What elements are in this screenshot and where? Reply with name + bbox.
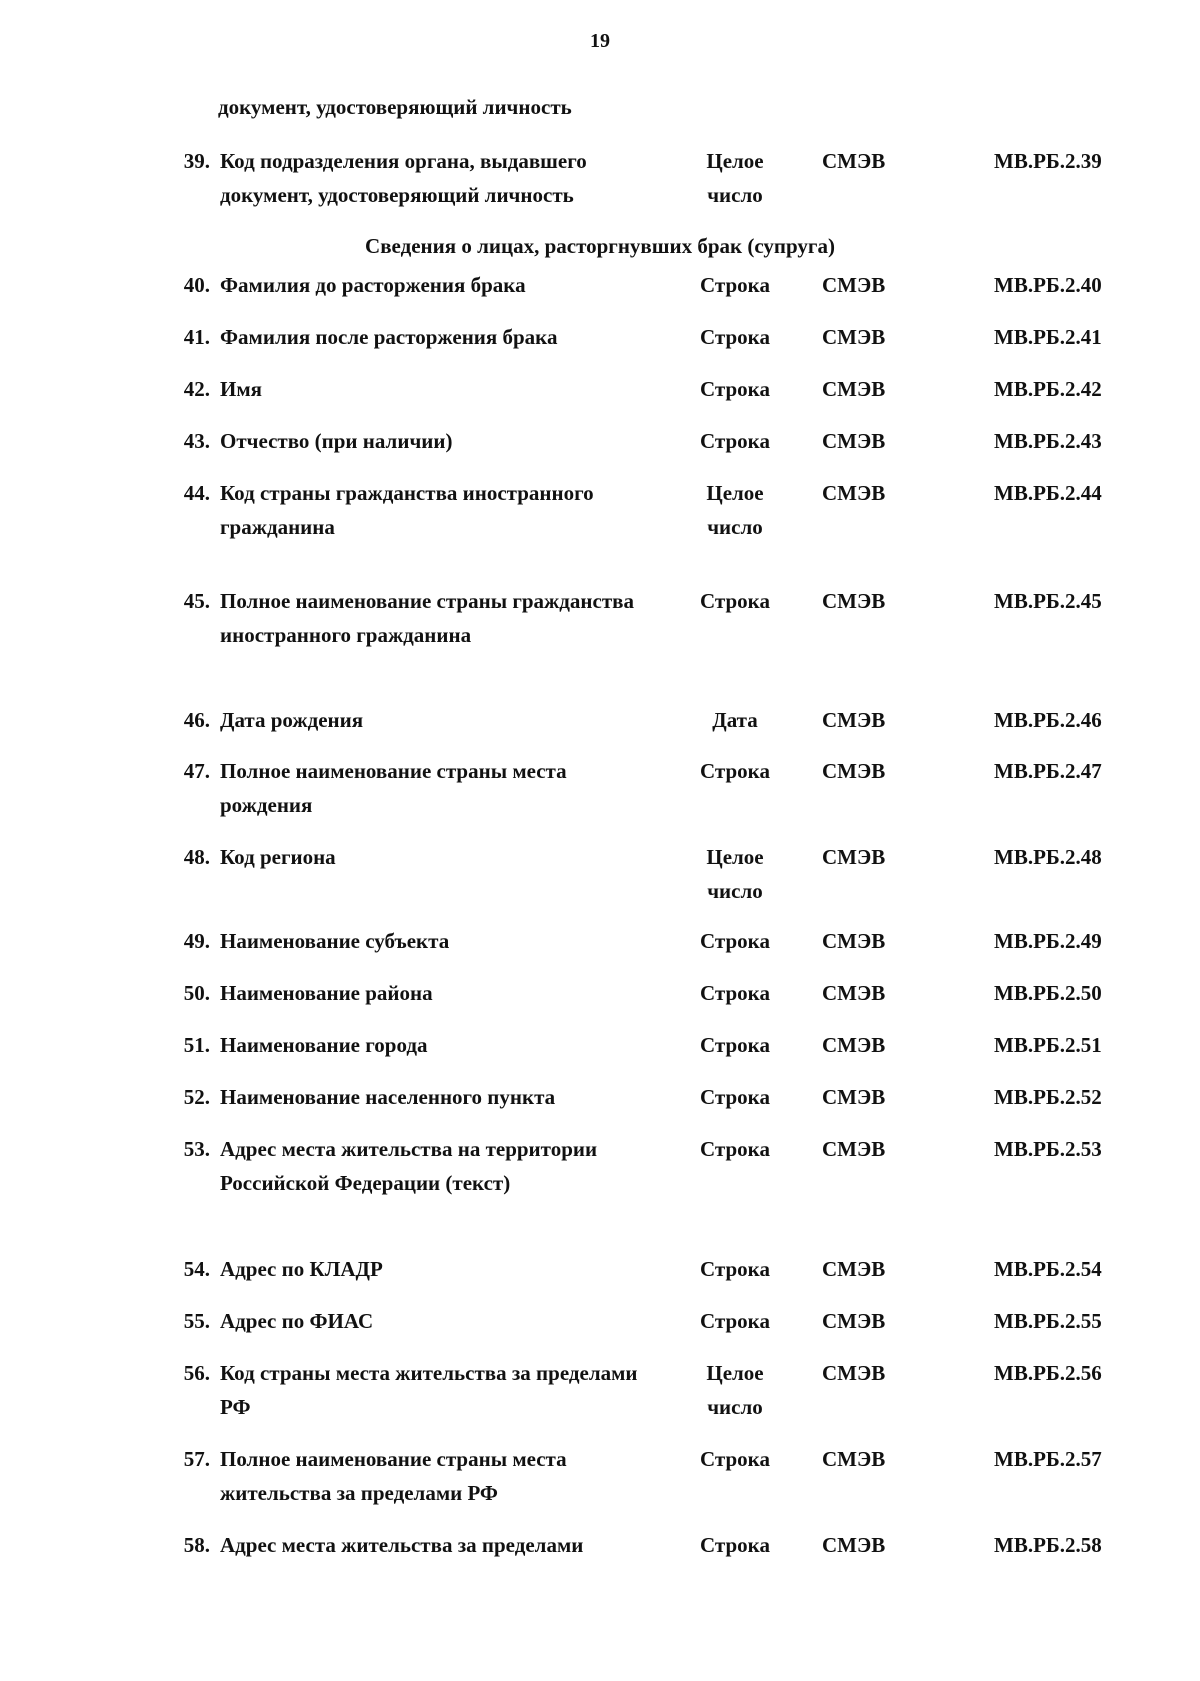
row-number: 52. bbox=[183, 1085, 210, 1109]
row-code: МВ.РБ.2.49 bbox=[994, 929, 1102, 953]
row-number: 44. bbox=[183, 481, 210, 505]
row-source: СМЭВ bbox=[822, 325, 886, 349]
row-source: СМЭВ bbox=[822, 1533, 886, 1557]
row-name: Наименование субъекта bbox=[220, 929, 450, 953]
row-number: 41. bbox=[183, 325, 210, 349]
row-number: 45. bbox=[183, 589, 210, 613]
row-type: Строка bbox=[700, 1533, 770, 1557]
row-source: СМЭВ bbox=[822, 273, 886, 297]
row-name: Полное наименование страны места рождения bbox=[220, 759, 567, 817]
row-type: Строка bbox=[700, 1033, 770, 1057]
row-type: Строка bbox=[700, 1309, 770, 1333]
row-name: Дата рождения bbox=[220, 708, 364, 732]
row-name: Наименование населенного пункта bbox=[220, 1085, 556, 1109]
row-number: 51. bbox=[183, 1033, 210, 1057]
section-heading: Сведения о лицах, расторгнувших брак (супруга) bbox=[365, 234, 835, 258]
row-code: МВ.РБ.2.51 bbox=[994, 1033, 1102, 1057]
row-type: Строка bbox=[700, 273, 770, 297]
row-type: Целое число bbox=[706, 845, 764, 903]
row-name: Код региона bbox=[220, 845, 336, 869]
row-number: 43. bbox=[183, 429, 210, 453]
row-name: Полное наименование страны места жительства за пределами РФ bbox=[220, 1447, 567, 1505]
row-name: Адрес по ФИАС bbox=[220, 1309, 374, 1333]
row-code: МВ.РБ.2.58 bbox=[994, 1533, 1102, 1557]
row-source: СМЭВ bbox=[822, 845, 886, 869]
row-type: Строка bbox=[700, 377, 770, 401]
row-number: 49. bbox=[183, 929, 210, 953]
row-type: Строка bbox=[700, 325, 770, 349]
row-code: МВ.РБ.2.57 bbox=[994, 1447, 1102, 1471]
row-code: МВ.РБ.2.55 bbox=[994, 1309, 1102, 1333]
row-source: СМЭВ bbox=[822, 1137, 886, 1161]
row-number: 54. bbox=[183, 1257, 210, 1281]
carry-over-text: документ, удостоверяющий личность bbox=[218, 95, 572, 119]
row-source: СМЭВ bbox=[822, 929, 886, 953]
row-type: Строка bbox=[700, 1137, 770, 1161]
row-number: 58. bbox=[183, 1533, 210, 1557]
row-code: МВ.РБ.2.43 bbox=[994, 429, 1102, 453]
row-number: 47. bbox=[183, 759, 210, 783]
row-source: СМЭВ bbox=[822, 429, 886, 453]
row-type: Целое число bbox=[706, 1361, 764, 1419]
row-source: СМЭВ bbox=[822, 1361, 886, 1385]
row-name: Наименование города bbox=[220, 1033, 428, 1057]
row-number: 46. bbox=[183, 708, 210, 732]
row-source: СМЭВ bbox=[822, 377, 886, 401]
row-code: МВ.РБ.2.39 bbox=[994, 149, 1102, 173]
row-type: Дата bbox=[712, 708, 758, 732]
row-name: Адрес места жительства за пределами bbox=[220, 1533, 584, 1557]
row-name: Отчество (при наличии) bbox=[220, 429, 453, 453]
row-type: Строка bbox=[700, 929, 770, 953]
row-name: Адрес места жительства на территории Российской Федерации (текст) bbox=[220, 1137, 598, 1195]
row-name: Имя bbox=[220, 377, 262, 401]
row-name: Адрес по КЛАДР bbox=[220, 1257, 383, 1281]
row-type: Строка bbox=[700, 1447, 770, 1471]
row-name: Код подразделения органа, выдавшего документ, удостоверяющий личность bbox=[220, 149, 587, 207]
row-code: МВ.РБ.2.53 bbox=[994, 1137, 1102, 1161]
row-source: СМЭВ bbox=[822, 481, 886, 505]
row-code: МВ.РБ.2.45 bbox=[994, 589, 1102, 613]
row-number: 40. bbox=[183, 273, 210, 297]
row-number: 39. bbox=[183, 149, 210, 173]
row-number: 56. bbox=[183, 1361, 210, 1385]
row-type: Целое число bbox=[706, 149, 764, 207]
row-source: СМЭВ bbox=[822, 1033, 886, 1057]
row-name: Наименование района bbox=[220, 981, 433, 1005]
row-source: СМЭВ bbox=[822, 1309, 886, 1333]
row-name: Полное наименование страны гражданства иностранного гражданина bbox=[220, 589, 634, 647]
row-type: Целое число bbox=[706, 481, 764, 539]
row-type: Строка bbox=[700, 759, 770, 783]
row-code: МВ.РБ.2.50 bbox=[994, 981, 1102, 1005]
row-code: МВ.РБ.2.56 bbox=[994, 1361, 1102, 1385]
row-code: МВ.РБ.2.47 bbox=[994, 759, 1102, 783]
row-source: СМЭВ bbox=[822, 1257, 886, 1281]
row-code: МВ.РБ.2.48 bbox=[994, 845, 1102, 869]
row-name: Код страны места жительства за пределами РФ bbox=[220, 1361, 638, 1419]
row-type: Строка bbox=[700, 429, 770, 453]
row-number: 55. bbox=[183, 1309, 210, 1333]
row-code: МВ.РБ.2.52 bbox=[994, 1085, 1102, 1109]
row-number: 42. bbox=[183, 377, 210, 401]
row-type: Строка bbox=[700, 981, 770, 1005]
row-type: Строка bbox=[700, 1257, 770, 1281]
row-name: Код страны гражданства иностранного гражданина bbox=[220, 481, 594, 539]
row-code: МВ.РБ.2.46 bbox=[994, 708, 1102, 732]
row-source: СМЭВ bbox=[822, 981, 886, 1005]
row-code: МВ.РБ.2.44 bbox=[994, 481, 1102, 505]
row-number: 50. bbox=[183, 981, 210, 1005]
row-number: 57. bbox=[183, 1447, 210, 1471]
row-code: МВ.РБ.2.40 bbox=[994, 273, 1102, 297]
row-code: МВ.РБ.2.54 bbox=[994, 1257, 1102, 1281]
row-code: МВ.РБ.2.41 bbox=[994, 325, 1102, 349]
row-number: 48. bbox=[183, 845, 210, 869]
row-code: МВ.РБ.2.42 bbox=[994, 377, 1102, 401]
row-name: Фамилия до расторжения брака bbox=[220, 273, 526, 297]
row-source: СМЭВ bbox=[822, 1085, 886, 1109]
row-type: Строка bbox=[700, 589, 770, 613]
row-type: Строка bbox=[700, 1085, 770, 1109]
page-number: 19 bbox=[590, 30, 610, 52]
row-source: СМЭВ bbox=[822, 1447, 886, 1471]
row-source: СМЭВ bbox=[822, 759, 886, 783]
row-source: СМЭВ bbox=[822, 149, 886, 173]
row-source: СМЭВ bbox=[822, 708, 886, 732]
row-name: Фамилия после расторжения брака bbox=[220, 325, 558, 349]
row-source: СМЭВ bbox=[822, 589, 886, 613]
row-number: 53. bbox=[183, 1137, 210, 1161]
